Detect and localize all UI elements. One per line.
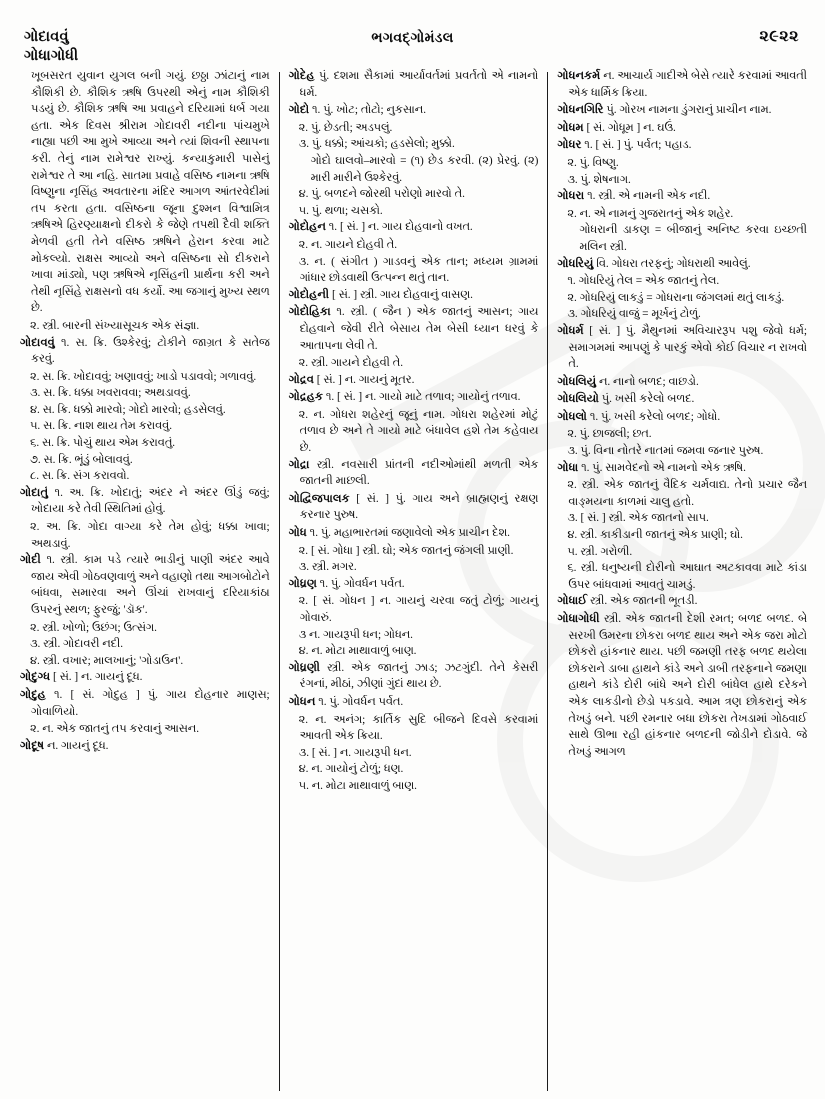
entry-sense: ૨. [ સં. ગોધા ] સ્ત્રી. ઘો; એક જાતનું જંગલી પ્રાણી. [298, 544, 514, 557]
entry-definition: ૧. [ સં. ] ન. ગાયો માટે તળાવ; ગાયોનું તળાવ. [323, 391, 521, 404]
entry-definition: ૧. સ્ત્રી. ( જૈન ) એક જાતનું આસન; ગાય દોહવાને જેવી રીતે બેસાય તેમ બેસી ધ્યાન ધરવું કે આતાપના લેવી તે. [299, 306, 539, 352]
entry-headword: ગોદ્રા [288, 458, 310, 471]
entry-headword: ગોધનકર્મ [557, 70, 601, 82]
entry-sense: ૩. પું. શેષનાગ. [567, 173, 631, 186]
dictionary-entry [289, 576, 539, 593]
entry-sense: ૫. સ્ત્રી. ગરોળી. [567, 545, 633, 558]
entry-headword: ગોધાગોધી [557, 613, 600, 625]
entry-headword: ગોધ્રણી [288, 661, 321, 674]
entry-sense: ૨. સ્ત્રી. ખોળો; ઉછંગ; ઉત્સંગ. [30, 621, 157, 634]
entry-headword: ગોધલિયો [557, 393, 599, 406]
dictionary-entry [289, 287, 539, 304]
entry-sense: ૪. પું. બળદને જોરથી પરોણો મારવો તે. [298, 188, 465, 201]
entry-headword: ગોદો [288, 104, 310, 117]
entry-headword: ગોધન [288, 695, 316, 708]
dictionary-entry [20, 485, 270, 518]
entry-sense: ૨. અ. ક્રિ. ગોદા વાગ્યા કરે તેમ હોવું; ધક્કા ખાવા; અથડાવું. [30, 521, 270, 550]
entry-sense: ૩. પું. વિના નોતરે નાતમાં જમવા જનાર પુરુષ. [567, 445, 764, 458]
entry-headword: ગોદ્વિજપાલક [288, 492, 350, 505]
continued-paragraph: ખૂબસરત યુવાન યુગલ બની ગયું. છઠ્ઠા ઝાંટાનું નામ કૌશિકી છે. કૌશિક ઋષિ ઉપરથી એનું નામ કૌશિકી પડયું છે. કૌશિક ઋષિ આ પ્રવાહને દરિયામાં ધર્બ ગયા હતા. એક દિવસ શ્રીરામ ગોદાવરી નદીના પાંચમુખે નાહ્યા પછી આ મુખે આવ્યા અને ત્યાં શિવની સ્થાપના કરી. તેનું નામ રામેશ્વર રાખ્યું. કન્યાકુમારી પાસેનું રામેશ્વર તે આ નહિ. સાતમા પ્રવાહે વસિષ્ઠ નામના ઋષિ વિષ્ણુના નૃસિંહ અવતારના મંદિર આગળ આંતરવેદીમાં તપ કરતા હતા. વસિષ્ઠના જૂના દુશ્મન વિશ્વામિત્ર ઋષિએ હિરણ્યાક્ષનો દીકરો કે જેણે તપથી દૈવી શક્તિ મેળવી હતી તેને વસિષ્ઠ ઋષિને હેરાન કરવા માટે મોકલ્યો. રાક્ષસ આવ્યો અને વસિષ્ઠના સો દીકરાને ખાવા માંડ્યો, પણ ઋષિએ નૃસિંહની પ્રાર્થના કરી અને તેથી નૃસિંહે રાક્ષસનો વધ કર્યો. આ જગાનું મુખ્ય સ્થળ છે. [31, 70, 270, 315]
entry-sense: ૨. સ. ક્રિ. ખોદાવવું; ખણાવવું; ખાડો પડાવવો; ગળાવવું. [30, 370, 257, 383]
entry-sense: ૨. ગોધરિયું લાકડું = ગોધરાના જંગલમાં થતું લાકડું. [567, 291, 785, 304]
dictionary-entry [20, 552, 270, 618]
dictionary-entry [289, 491, 539, 524]
entry-sense: ૩. ન. ( સંગીત ) ગાડવનું એક તાન; મધ્યમ ગ્રામમાં ગાંધાર છોડવાથી ઉત્પન્ન થતું તાન. [298, 255, 539, 285]
entry-sense: ૩. ગોધરિયું વાજું = મૂર્ખનું ટોળું. [567, 308, 701, 321]
dictionary-entry [289, 68, 539, 101]
entry-definition: વિ. ગોધરા તરફનું; ગોધરાથી આવેલું. [593, 257, 751, 270]
entry-sense: ૩. સ. ક્રિ. ધક્કા ખવરાવવા; અથડાવવું. [30, 387, 191, 400]
entry-sense: ૬. સ. ક્રિ. પોચું થાય એમ કરાવતું. [30, 437, 176, 450]
entry-sense: ૨. [ સં. ગોધન ] ન. ગાયનું ચરવા જતું ટોળું; ગાયનું ગોવારું. [298, 595, 539, 624]
entry-headword: ગોદૂષ [20, 739, 45, 752]
entry-sense: ૩. સ્ત્રી. ગોદાવરી નદી. [30, 638, 124, 651]
entry-definition: [ સં. ] પું. ગાય અને બ્રાહ્મણનું રક્ષણ કરનાર પુરુષ. [299, 492, 539, 522]
entry-sense: ૨. સ્ત્રી. એક જાતનું વૈદિક ચર્મવાદ્ય. તેનો પ્રચાર જૈન વાઙ્મયના કાળમાં ચાલુ હતો. [567, 479, 808, 508]
entry-definition: [ સં. ] ન. ગાયનું મૂતર. [313, 373, 415, 386]
entry-headword: ગોદોહન [288, 221, 326, 234]
entry-definition: પું. ગોરખ નામના ડુંગરાનું પ્રાચીન નામ. [603, 104, 772, 117]
entry-definition: ૧. પું. ખોટ; તોટો; નુકસાન. [309, 104, 427, 117]
entry-headword: ગોધ [288, 527, 307, 540]
entry-sense: ૩ ન. ગાયરૂપી ધન; ગોધન. [298, 628, 413, 641]
entry-headword: ગોદુગ્ધ [20, 671, 51, 684]
entry-headword: ગોધમ [557, 121, 584, 134]
entry-subphrase: ગોદો ઘાલવો–મારવો = (૧) છેડ કરવી. (૨) પ્રેરવું. (૨) મારી મારીને ઉશ્કેરવું. [310, 154, 539, 184]
dictionary-entry [557, 68, 807, 101]
entry-definition: [ સં. ] સ્ત્રી. ગાય દોહવાનું વાસણ. [329, 288, 473, 301]
entry-headword: ગોધ્રણ [288, 577, 317, 590]
dictionary-entry [557, 409, 807, 426]
entry-headword: ગોધલો [557, 410, 588, 423]
dictionary-entry [289, 694, 539, 711]
entry-definition: ન. ગાયનું દૂધ. [44, 739, 109, 752]
entry-headword: ગોદેહ [288, 70, 315, 82]
entry-headword: ગોધર્મ [557, 324, 584, 337]
dictionary-entry [289, 219, 539, 236]
dictionary-entry [289, 389, 539, 406]
entry-headword: ગોધનગિરિ [557, 104, 604, 117]
entry-definition: પું. ખસી કરેલો બળદ. [598, 393, 695, 406]
entry-sense: ૫. ન. મોટા માથાવાળું બાણ. [298, 779, 417, 792]
entry-definition: ન. નાનો બળદ; વાછડો. [596, 375, 699, 388]
entry-headword: ગોદાવવું [20, 336, 55, 349]
running-head-last-entry: ગોધાગોધી [24, 48, 79, 65]
page-number: ૨૯૨૨ [759, 28, 799, 45]
entry-definition: ૧. પું. સામવેદનો એ નામનો એક ઋષિ. [578, 461, 746, 474]
entry-headword: ગોધા [557, 461, 579, 474]
entry-sense: ૪. સ. ક્રિ. ધક્કો મારવો; ગોદો મારવો; હડસેલવું. [30, 403, 226, 416]
entry-sense: ૩. સ્ત્રી. મગર. [298, 561, 357, 574]
entry-headword: ગોદોહિકા [288, 306, 331, 319]
entry-sense: ૭. સ. ક્રિ. ભૂંડું બોલાવવું. [30, 453, 133, 466]
dictionary-entry [557, 120, 807, 137]
entry-sense: ૫. સ. ક્રિ. નાશ થાય તેમ કરાવવું. [30, 420, 173, 433]
dictionary-entry [557, 460, 807, 477]
entry-definition: [ સં. ] પું. મૈથુનમાં અવિચારરૂપ પશુ જેવો ધર્મ; સમાગમમાં આપણું કે પારકું એવો કોઈ વિચાર ન રાખવો તે. [568, 324, 808, 371]
entry-headword: ગોદાતું [20, 486, 49, 499]
dictionary-entry [557, 611, 807, 760]
dictionary-entry [557, 593, 807, 610]
entry-sense: ૩. પું. ધક્કો; આંચકો; હડસેલો; મુક્કો. [298, 138, 455, 151]
column-container [16, 68, 809, 1093]
entry-sense: ૨. ન. ગાયને દોહવી તે. [298, 238, 398, 251]
entry-sense: ૪. સ્ત્રી. કાકીડાની જાતનું એક પ્રાણી; ઘો. [567, 529, 743, 542]
entry-definition: ૧. પું. ગોવર્ધન પર્વત. [315, 695, 404, 708]
entry-sense: ૨. પું. છાજલી; છત. [567, 428, 652, 441]
entry-definition: ૧. અ. ક્રિ. ખોદાતું; અંદર ને અંદર ઊંડું જવું; ખોદાયા કરે તેવી સ્થિતિમાં હોવું. [31, 486, 270, 516]
entry-definition: ૧. [ સં. ] ન. ગાય દોહવાનો વખત. [325, 221, 473, 234]
entry-sense: ૨. સ્ત્રી. ગાયને દોહવી તે. [298, 357, 404, 370]
entry-definition: ૧. [ સં. ] પું. પર્વત; પહાડ. [581, 139, 692, 152]
entry-sense: ૬. સ્ત્રી. ધનુષ્યની દોરીનો આઘાત અટકાવવા માટે કાંડા ઉપર બાંધવામાં આવતું ચામડું. [567, 562, 808, 591]
entry-definition: ૧. પું. ખસી કરેલો બળદ; ગોધો. [587, 410, 721, 423]
running-head-first-entry: ગોદાવવું [24, 29, 69, 45]
entry-definition: સ્ત્રી. એક જાતની ભૂતડી. [587, 595, 698, 608]
entry-definition: [ સં. ગોધૂમ ] ન. ઘઉં. [583, 121, 676, 134]
entry-headword: ગોધરા [557, 190, 585, 203]
column-3 [548, 68, 809, 1093]
entry-sense: ૩. [ સં. ] ન. ગાયરૂપી ધન. [298, 746, 412, 759]
entry-sense: ૮. સ. ક્રિ. સંગ કરાવવો. [30, 470, 130, 483]
entry-definition: ૧. સ્ત્રી. કામ પડે ત્યારે ભાડીનું પાણી અંદર આવે જાય એવી ગોઠવણવાળું અને વહાણો તથા આગબોટોને બાંધવા, સમારવા અને ઊંચાં રાખવાનું દરિયાકાંઠા ઉપરનું સ્થળ; ફુરજું; 'ડૉક'. [31, 554, 270, 616]
entry-definition: સ્ત્રી. એક જાતનું ઝાડ; ઝટગુંદી. તેને કેસરી રંગનાં, મીઠાં, ઝીણાં ગુંદાં થાય છે. [299, 661, 539, 691]
entry-sense: ૨. ન. અનંગ; કાર્તિક સુદિ બીજને દિવસે કરવામાં આવતી એક ક્રિયા. [298, 713, 539, 743]
entry-definition: ૧. પું. ગોવર્ધન પર્વત. [316, 577, 405, 590]
entry-subphrase: ગોધરાની ડાકણ = બીજાનું અનિષ્ટ કરવા ઇચ્છતી મલિન સ્ત્રી. [579, 224, 808, 253]
entry-sense: ૪. ન. મોટા માથાવાળું બાણ. [298, 645, 417, 658]
entry-sense: ૨. પું. વિષ્ણુ. [567, 156, 619, 169]
book-title: ભગવદ્ગોમંડલ [371, 31, 454, 46]
entry-definition: ૧. પું. મહાભારતમાં જણાવેલો એક પ્રાચીન દેશ. [306, 527, 511, 540]
entry-sense: ૨. સ્ત્રી. બારની સંખ્યાસૂચક એક સંજ્ઞા. [30, 319, 200, 332]
entry-sense: ૨. ન. એક જાતનું તપ કરવાનું આસન. [30, 723, 200, 736]
entry-headword: ગોદુહ [20, 688, 46, 701]
entry-definition: ૧. સ્ત્રી. એ નામની એક નદી. [584, 190, 711, 203]
dictionary-entry [557, 102, 807, 119]
entry-sense: ૪. ન. ગાયોનું ટોળું; ધણ. [298, 763, 404, 776]
dictionary-entry [289, 304, 539, 354]
running-head [0, 0, 825, 68]
entry-sense: ૪. સ્ત્રી. વખાર; માલખાનું; 'ગોડાઉન'. [30, 654, 184, 667]
dictionary-entry [20, 738, 270, 755]
entry-definition: ન. આચાર્ય ગાદીએ બેસે ત્યારે કરવામાં આવતી એક ધાર્મિક ક્રિયા. [568, 70, 808, 99]
dictionary-entry [20, 335, 270, 368]
entry-definition: સ્ત્રી. એક જાતની દેશી રમત; બળદ બળદ. બે સરખી ઉમરના છોકરા બળદ થાય અને એક જરા મોટો છોકરો હાંકનાર થાય. પછી જમણી તરફ બળદ થયેલા છોકરાને ડાબા હાથને કાંડે અને ડાબી તરફનાને જમણા હાથને કાંડે દોરી બાંધે અને દોરી બાંધેલ હાથે દરેકને એક લાકડીનો છેડો પકડાવે. આમ ત્રણ છોકરાનું એક તેખડું બને. પછી રમનાર બધા છોકરા તેખડામાં ગોઠવાઈ સાથે ઊભા રહી હાંકનાર બળદની જોડીને દોડાવે. જે તેખડું આગળ [568, 613, 808, 758]
dictionary-entry [557, 391, 807, 408]
dictionary-entry [289, 660, 539, 693]
entry-definition: સ્ત્રી. નવસારી પ્રાંતની નદીઓમાંથી મળતી એક જાતની માછલી. [299, 458, 539, 488]
entry-sense: ૧. ગોધરિયું તેલ = એક જાતનું તેલ. [567, 275, 720, 288]
entry-sense: ૩. [ સં. ] સ્ત્રી. એક જાતનો સાપ. [567, 512, 709, 525]
dictionary-entry [557, 188, 807, 205]
dictionary-entry [557, 256, 807, 273]
entry-headword: ગોદી [20, 554, 41, 567]
dictionary-entry [557, 374, 807, 391]
dictionary-entry [289, 372, 539, 389]
entry-definition: ૧. [ સં. ગોદુહ ] પું. ગાય દોહનાર માણસ; ગોવાળિયો. [31, 688, 270, 718]
entry-definition: ૧. સ. ક્રિ. ઉશ્કેરવું; ટોકીને જાગ્રત કે સતેજ કરવું. [31, 336, 270, 366]
entry-sense: ૨. પું. છેડતી; અડપલું. [298, 121, 393, 134]
column-1 [16, 68, 279, 1093]
entry-headword: ગોદ્રહક [288, 391, 324, 404]
entry-headword: ગોધાઈ [557, 595, 588, 608]
dictionary-entry [557, 137, 807, 154]
entry-sense: ૨. ન. ગોધરા શહેરનું જૂનું નામ. ગોધરા શહેરમાં મોટું તળાવ છે અને તે ગાયો માટે બંધાવેલ હશે તેમ કહેવાય છે. [298, 408, 539, 455]
entry-headword: ગોદ્રવ [288, 373, 314, 386]
dictionary-entry [289, 525, 539, 542]
dictionary-entry [20, 669, 270, 686]
dictionary-entry [557, 323, 807, 373]
entry-headword: ગોધલિયું [557, 375, 597, 388]
dictionary-entry [289, 457, 539, 490]
entry-sense: ૫. પું. થળા; ચસકો. [298, 204, 383, 217]
entry-headword: ગોધર [557, 139, 582, 152]
dictionary-entry [20, 687, 270, 720]
entry-definition: પું. દશમા સૈકામાં આર્યાવર્તમાં પ્રવર્તતો એ નામનો ધર્મ. [299, 70, 539, 99]
column-2 [280, 68, 548, 1093]
entry-sense: ૨. ન. એ નામનું ગુજરાતનું એક શહેર. [567, 207, 734, 220]
entry-headword: ગોધરિયું [557, 257, 594, 270]
entry-headword: ગોદોહની [288, 288, 330, 301]
entry-definition: [ સં. ] ન. ગાયનું દૂધ. [50, 671, 143, 684]
dictionary-entry [289, 102, 539, 119]
